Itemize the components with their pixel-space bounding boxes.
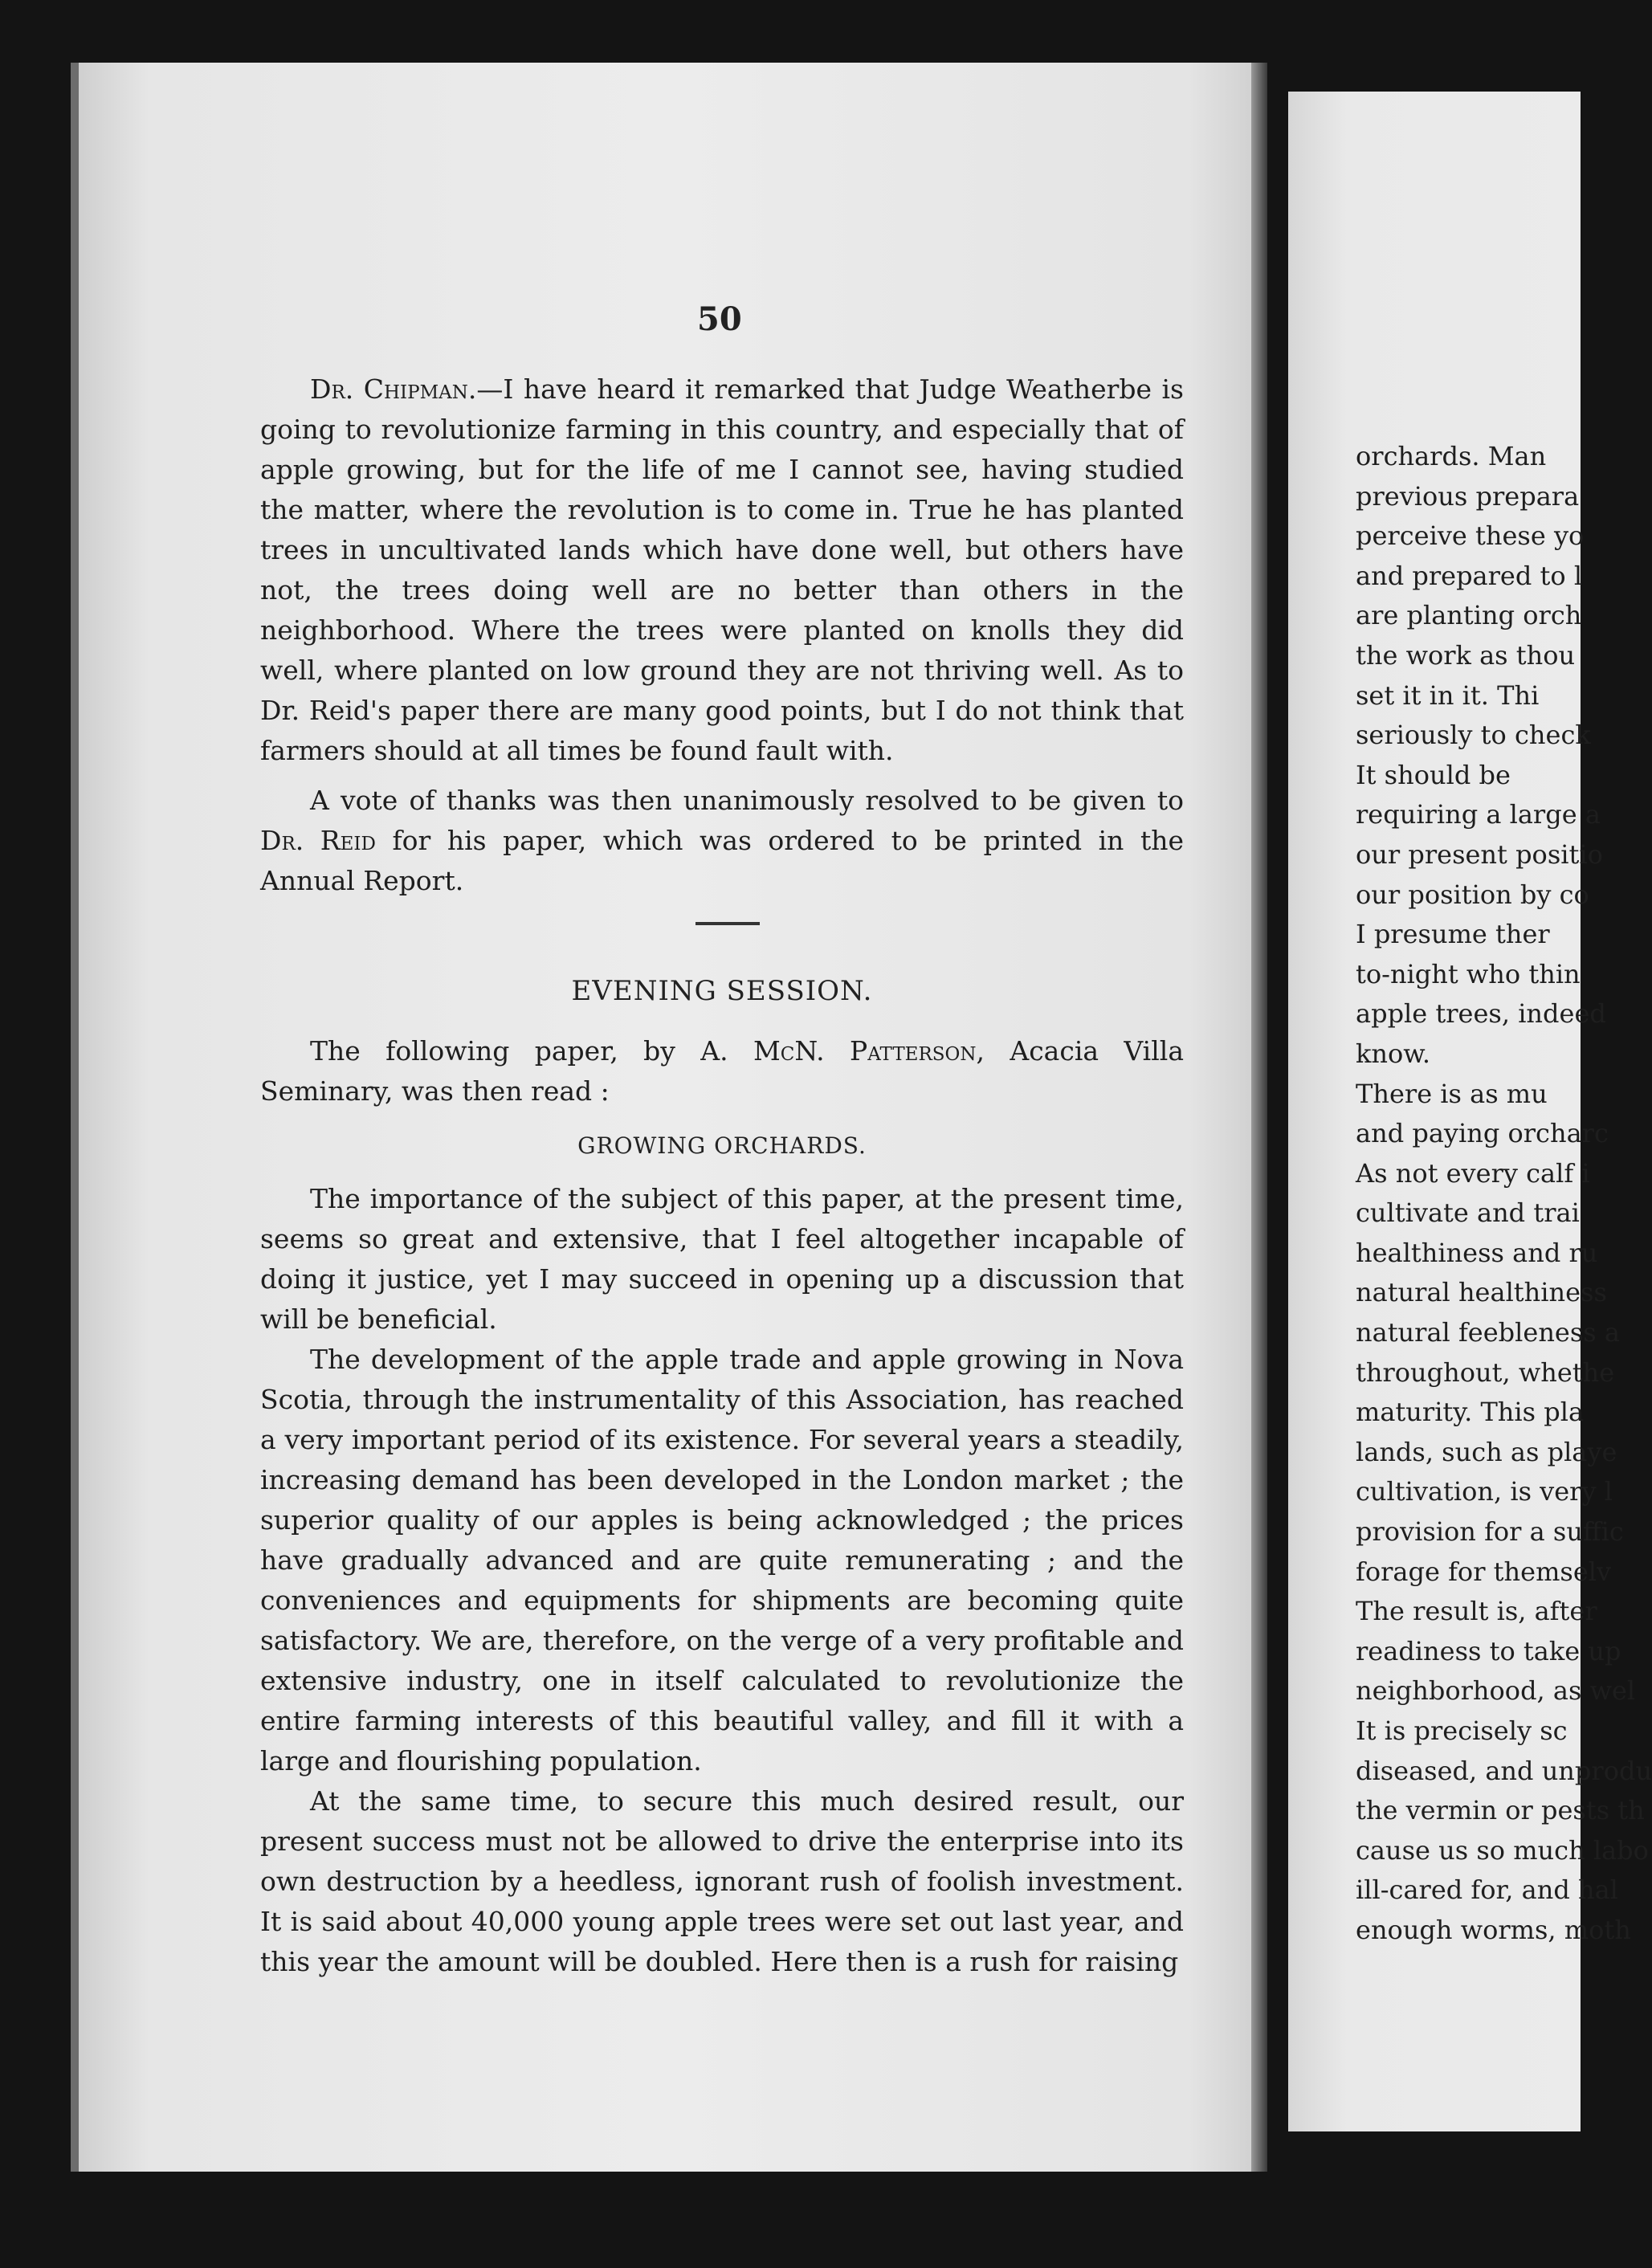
vote-text-after: for his paper, which was ordered to be printed in the Annual Report. bbox=[260, 825, 1184, 896]
paper-title: GROWING ORCHARDS. bbox=[577, 1132, 867, 1159]
vote-name: Dr. Reid bbox=[260, 825, 376, 856]
text-line: throughout, whethe bbox=[1356, 1356, 1615, 1388]
text-line: the vermin or pests th bbox=[1356, 1795, 1645, 1826]
body-paragraph: At the same time, to secure this much desired result, our present success must not be allowed to drive the enterprise into its own destruction by a heedless, ignorant rush of foolish investment. It is said about 40,000 young apple trees were set out last year, and this year the amount will be doubled. Here then is a rush for raising bbox=[260, 1785, 1184, 1977]
text-line: healthiness and ru bbox=[1356, 1237, 1598, 1268]
text-line: and prepared to l bbox=[1356, 560, 1583, 591]
text-line: orchards. Man bbox=[1356, 441, 1547, 471]
text-line: seriously to check bbox=[1356, 720, 1591, 751]
paper-body bbox=[260, 1179, 1184, 1982]
text-line: to-night who thin bbox=[1356, 958, 1581, 989]
text-line: As not every calf i bbox=[1356, 1157, 1590, 1189]
intro-text-before: The following paper, by A. bbox=[310, 1035, 753, 1067]
speaker-name: Dr. Chipman. bbox=[310, 373, 477, 405]
text-line: our present positio bbox=[1356, 838, 1603, 870]
author-name: McN. Patterson bbox=[753, 1035, 977, 1067]
text-line: requiring a large a bbox=[1356, 799, 1601, 830]
vote-text-before: A vote of thanks was then unanimously resolved to be given to bbox=[310, 785, 1184, 816]
text-line: and paying orcharc bbox=[1356, 1118, 1609, 1149]
right-page-text bbox=[1356, 437, 1652, 1951]
chipman-paragraph bbox=[260, 369, 1184, 771]
text-line: previous prepara bbox=[1356, 480, 1580, 512]
text-line: maturity. This pla bbox=[1356, 1397, 1585, 1428]
intro-paragraph bbox=[260, 1031, 1184, 1112]
text-line: readiness to take up bbox=[1356, 1635, 1621, 1666]
text-line: know. bbox=[1356, 1038, 1431, 1069]
body-paragraph: The importance of the subject of this paper, at the present time, seems so great and extensive, that I feel altogether incapable of doing it justice, yet I may succeed in opening up a discussion that will be beneficial. bbox=[260, 1183, 1184, 1335]
book-spine bbox=[1251, 63, 1267, 2172]
section-divider bbox=[695, 922, 760, 925]
text-line: lands, such as playe bbox=[1356, 1436, 1617, 1467]
right-page bbox=[1288, 92, 1652, 2131]
text-line: our position by co bbox=[1356, 879, 1589, 910]
text-line: forage for themselv bbox=[1356, 1556, 1612, 1587]
text-line: apple trees, indeed bbox=[1356, 998, 1606, 1030]
text-line: the work as thou bbox=[1356, 639, 1576, 671]
intro-text-after: , Acacia Villa Seminary, was then read : bbox=[260, 1035, 1185, 1107]
text-line: It is precisely sc bbox=[1356, 1715, 1568, 1746]
chipman-text: —I have heard it remarked that Judge Weatherbe is going to revolutionize farming in this country, and especially that of apple growing, but for the life of me I cannot see, having studied the matter, where the revolution is to come in. True he has planted trees in uncultivated lands which have done well, but others have not, the trees doing well are no better than others in the neighborhood. Where the trees were planted on knolls they did well, where planted on low ground they are not thriving well. As to Dr. Reid's paper there are many good points, but I do not think that farmers should at all times be found fault with. bbox=[260, 373, 1184, 766]
text-line: set it in it. Thi bbox=[1356, 679, 1540, 711]
page-number: 50 bbox=[697, 300, 742, 338]
text-line: perceive these yo bbox=[1356, 520, 1585, 552]
text-line: cultivation, is very l bbox=[1356, 1476, 1613, 1507]
text-line: neighborhood, as wel bbox=[1356, 1675, 1636, 1707]
text-line: I presume ther bbox=[1356, 919, 1550, 950]
text-line: cultivate and trai bbox=[1356, 1197, 1580, 1229]
text-line: enough worms, moth bbox=[1356, 1914, 1631, 1945]
text-line: cause us so much labo bbox=[1356, 1834, 1649, 1866]
text-line: natural feebleness a bbox=[1356, 1317, 1620, 1348]
session-heading: EVENING SESSION. bbox=[571, 975, 873, 1007]
text-line: It should be bbox=[1356, 759, 1511, 790]
text-line: are planting orch bbox=[1356, 600, 1582, 631]
text-line: The result is, after bbox=[1356, 1596, 1597, 1627]
text-line: natural healthiness bbox=[1356, 1277, 1607, 1308]
vote-paragraph bbox=[260, 781, 1184, 901]
text-line: There is as mu bbox=[1356, 1078, 1548, 1109]
text-line: diseased, and unprodu bbox=[1356, 1755, 1652, 1786]
body-paragraph: The development of the apple trade and apple growing in Nova Scotia, through the instrumentality of this Association, has reached a very important period of its existence. For several years a steadily, increasing demand has been developed in the London market ; the superior quality of our apples is being acknowledged ; the prices have gradually advanced and are quite remunerating ; and the conveniences and equipments for shipments are becoming quite satisfactory. We are, therefore, on the verge of a very profitable and extensive industry, one in itself calculated to revolutionize the entire farming interests of this beautiful valley, and fill it with a large and flourishing population. bbox=[260, 1344, 1184, 1776]
text-line: ill-cared for, and hal bbox=[1356, 1874, 1618, 1906]
text-line: provision for a suffic bbox=[1356, 1516, 1624, 1548]
